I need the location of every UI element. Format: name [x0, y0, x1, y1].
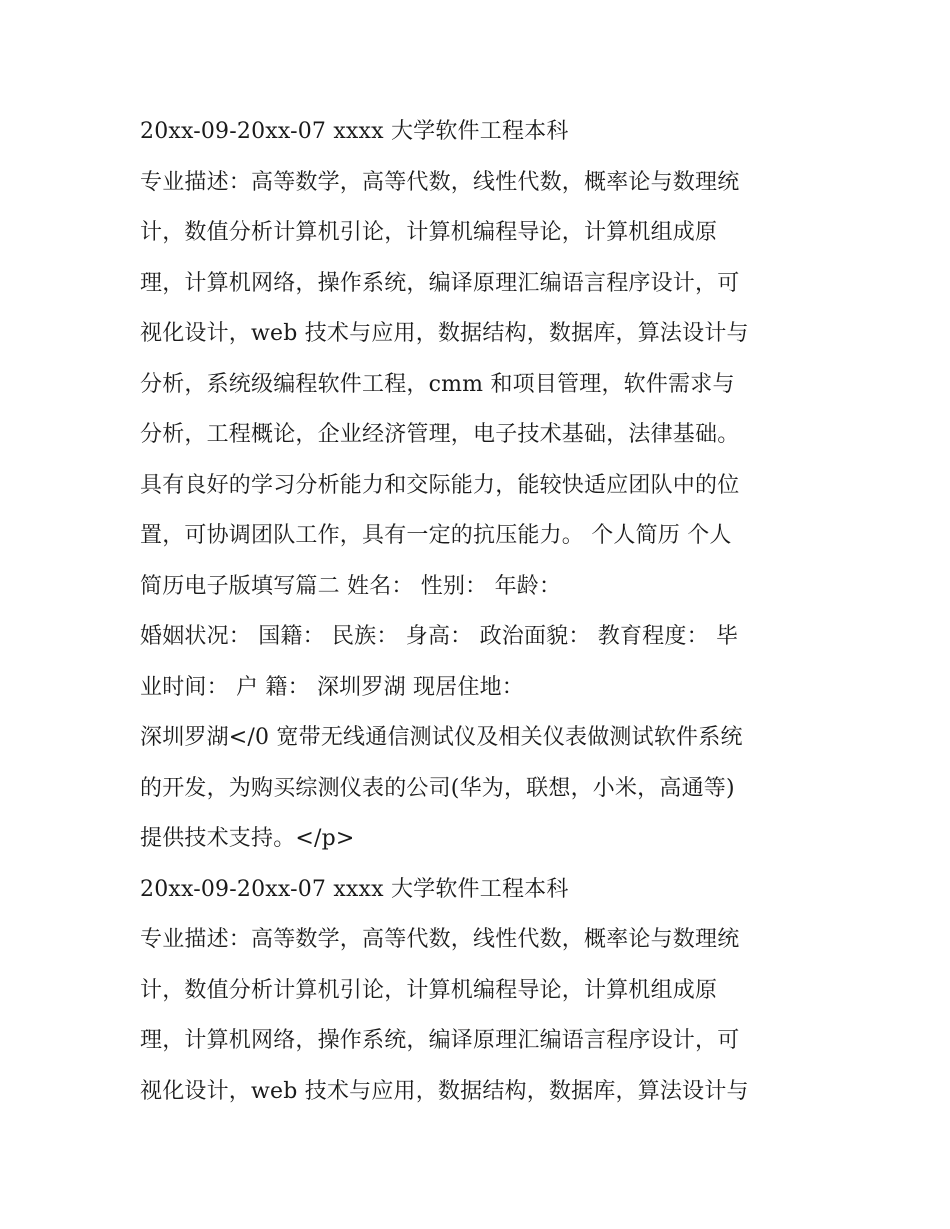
text-line: 提供技术支持。</p> — [140, 826, 355, 851]
text-line: 简历电子版填写篇二 姓名： 性别： 年龄： — [140, 573, 562, 599]
text-line-education-heading: 20xx-09-20xx-07 xxxx 大学软件工程本科 — [140, 876, 569, 902]
text-line: 理，计算机网络，操作系统，编译原理汇编语言程序设计，可 — [140, 1028, 740, 1053]
text-line: 专业描述：高等数学，高等代数，线性代数，概率论与数理统 — [140, 169, 740, 195]
text-line: 的开发，为购买综测仪表的公司(华为，联想，小米，高通等) — [140, 775, 735, 801]
text-line: 分析，工程概论，企业经济管理，电子技术基础，法律基础。 — [140, 422, 740, 447]
text-line: 置，可协调团队工作，具有一定的抗压能力。 个人简历 个人 — [140, 523, 732, 548]
text-line: 分析，系统级编程软件工程，cmm 和项目管理，软件需求与 — [140, 371, 735, 397]
text-line: 深圳罗湖</0 宽带无线通信测试仪及相关仪表做测试软件系统 — [140, 725, 743, 750]
text-line: 理，计算机网络，操作系统，编译原理汇编语言程序设计，可 — [140, 270, 740, 296]
document-body — [140, 107, 830, 1117]
text-line: 视化设计，web 技术与应用，数据结构，数据库，算法设计与 — [140, 1078, 749, 1104]
text-line: 计，数值分析计算机引论，计算机编程导论，计算机组成原 — [140, 977, 718, 1003]
text-line: 具有良好的学习分析能力和交际能力，能较快适应团队中的位 — [140, 472, 740, 498]
text-line: 婚姻状况： 国籍： 民族： 身高： 政治面貌： 教育程度： 毕 — [140, 624, 739, 649]
text-line: 视化设计，web 技术与应用，数据结构，数据库，算法设计与 — [140, 321, 749, 346]
text-line: 计，数值分析计算机引论，计算机编程导论，计算机组成原 — [140, 220, 718, 245]
text-line-education-heading: 20xx-09-20xx-07 xxxx 大学软件工程本科 — [140, 119, 569, 144]
text-line: 专业描述：高等数学，高等代数，线性代数，概率论与数理统 — [140, 927, 740, 952]
text-line: 业时间： 户 籍： 深圳罗湖 现居住地： — [140, 674, 524, 700]
